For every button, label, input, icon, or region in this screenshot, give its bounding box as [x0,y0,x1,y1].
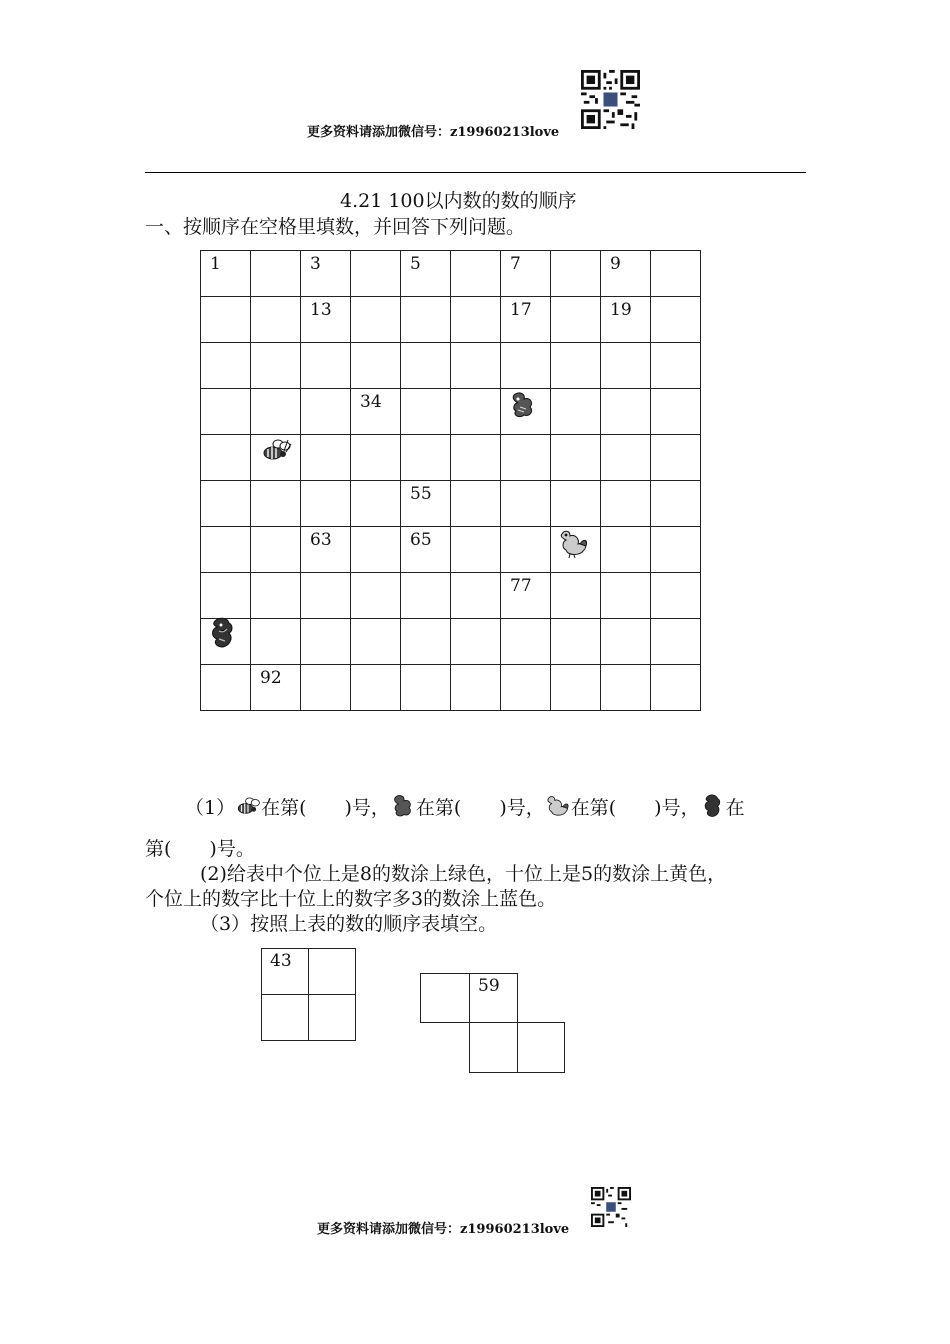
grid-cell[interactable] [551,573,601,619]
grid-cell[interactable] [501,527,551,573]
grid-cell[interactable] [651,573,701,619]
question-2-line-2: 个位上的数字比十位上的数字多3的数涂上蓝色。 [145,888,557,910]
grid-cell[interactable] [551,251,601,297]
grid-cell[interactable] [551,389,601,435]
grid-cell-value: 63 [310,530,332,550]
grid-cell-value: 7 [510,254,521,274]
grid-cell-value: 17 [510,300,532,320]
grid-cell[interactable] [651,481,701,527]
grid-cell[interactable] [351,389,401,435]
grid-cell[interactable] [351,527,401,573]
qr-code-icon [591,1187,631,1227]
answer-blank-squirrel[interactable]: 在第( )号， [415,797,545,819]
grid-cell[interactable] [301,481,351,527]
grid-cell[interactable] [301,527,351,573]
fill-start-value: 59 [478,976,500,996]
grid-row [201,251,701,297]
page-title: 4.21 100以内数的数的顺序 [340,190,577,212]
fill-start-value: 43 [270,951,292,971]
grid-cell[interactable] [351,435,401,481]
number-grid [200,250,701,711]
grid-cell[interactable] [501,481,551,527]
grid-cell[interactable] [251,481,301,527]
grid-cell[interactable] [201,665,251,711]
grid-cell[interactable] [501,435,551,481]
grid-cell-value: 34 [360,392,382,412]
grid-cell[interactable] [351,481,401,527]
grid-cell[interactable] [251,527,301,573]
grid-cell[interactable] [351,297,401,343]
question-1-trailing: 在 [725,797,745,819]
grid-row [201,573,701,619]
grid-cell[interactable] [651,665,701,711]
rooster-icon [545,794,571,818]
grid-cell[interactable] [601,527,651,573]
grid-cell[interactable] [601,573,651,619]
grid-cell[interactable] [651,343,701,389]
fill-block-43 [261,948,356,1041]
grid-cell[interactable] [601,343,651,389]
grid-cell[interactable] [501,573,551,619]
fill-cell[interactable] [309,949,356,995]
grid-cell[interactable] [351,343,401,389]
grid-cell-value: 55 [410,484,432,504]
grid-row [201,343,701,389]
grid-row [201,481,701,527]
squirrel-icon [508,391,538,419]
grid-cell[interactable] [301,389,351,435]
grid-cell[interactable] [201,251,251,297]
question-2-line-1: (2)给表中个位上是8的数涂上绿色，十位上是5的数涂上黄色， [200,863,727,885]
grid-cell[interactable] [201,343,251,389]
grid-cell[interactable] [251,389,301,435]
grid-cell[interactable] [451,251,501,297]
grid-cell[interactable] [651,297,701,343]
grid-cell[interactable] [451,435,501,481]
grid-cell[interactable] [401,297,451,343]
answer-blank-bee[interactable]: 在第( )号， [261,797,390,819]
dog-icon [209,617,237,649]
grid-cell[interactable] [251,619,301,665]
grid-cell[interactable] [401,251,451,297]
grid-cell[interactable] [401,435,451,481]
grid-row [201,665,701,711]
grid-cell[interactable] [251,573,301,619]
grid-cell[interactable] [451,343,501,389]
grid-cell-value: 1 [210,254,221,274]
fill-cell[interactable] [469,973,518,1023]
grid-cell[interactable] [501,665,551,711]
dog-icon [700,794,726,818]
grid-cell[interactable] [551,343,601,389]
grid-cell[interactable] [301,435,351,481]
fill-cell[interactable] [420,973,470,1023]
grid-cell[interactable] [451,297,501,343]
grid-cell-value: 19 [610,300,632,320]
grid-cell[interactable] [601,435,651,481]
grid-cell[interactable] [451,527,501,573]
grid-cell[interactable] [301,665,351,711]
header-contact-text: 更多资料请添加微信号：z19960213love [307,125,560,140]
grid-cell[interactable] [451,665,501,711]
grid-cell-value: 13 [310,300,332,320]
grid-cell[interactable] [501,251,551,297]
question-3: （3）按照上表的数的顺序表填空。 [200,913,498,935]
grid-row [201,527,701,573]
grid-cell[interactable] [351,619,401,665]
grid-cell-value: 77 [510,576,532,596]
grid-cell[interactable] [651,527,701,573]
grid-cell[interactable] [501,297,551,343]
header-divider [145,172,806,173]
grid-cell[interactable] [651,435,701,481]
grid-cell[interactable] [601,251,651,297]
grid-row [201,619,701,665]
grid-cell[interactable] [451,573,501,619]
bee-icon [235,794,261,818]
answer-blank-dog[interactable]: 第( )号。 [145,838,255,860]
grid-cell[interactable] [301,343,351,389]
footer-contact-text: 更多资料请添加微信号：z19960213love [317,1222,570,1237]
fill-cell[interactable] [262,949,309,995]
grid-cell-value: 92 [260,668,282,688]
answer-blank-rooster[interactable]: 在第( )号， [570,797,700,819]
grid-cell[interactable] [401,343,451,389]
grid-row [201,389,701,435]
grid-cell[interactable] [501,619,551,665]
grid-cell[interactable] [201,389,251,435]
grid-cell[interactable] [401,527,451,573]
fill-cell[interactable] [309,995,356,1041]
grid-cell[interactable] [201,297,251,343]
grid-cell[interactable] [301,619,351,665]
grid-cell[interactable] [351,573,401,619]
grid-cell[interactable] [651,389,701,435]
grid-row [201,297,701,343]
grid-cell-value: 3 [310,254,321,274]
fill-cell[interactable] [262,995,309,1041]
fill-cell[interactable] [469,1022,518,1073]
grid-cell[interactable] [551,297,601,343]
grid-cell[interactable] [551,435,601,481]
grid-cell[interactable] [451,389,501,435]
grid-cell[interactable] [601,389,651,435]
grid-cell[interactable] [201,573,251,619]
grid-cell[interactable] [601,481,651,527]
grid-cell[interactable] [601,665,651,711]
grid-cell[interactable] [401,389,451,435]
grid-cell[interactable] [601,619,651,665]
grid-cell[interactable] [301,251,351,297]
grid-cell[interactable] [201,435,251,481]
grid-cell[interactable] [401,481,451,527]
question-1-number: （1） [185,797,236,819]
grid-cell[interactable] [251,665,301,711]
grid-cell[interactable] [451,619,501,665]
grid-cell[interactable] [451,481,501,527]
grid-cell[interactable] [401,665,451,711]
grid-cell[interactable] [651,619,701,665]
grid-cell-value: 9 [610,254,621,274]
grid-cell[interactable] [251,251,301,297]
grid-cell-value: 65 [410,530,432,550]
grid-cell[interactable] [251,297,301,343]
grid-cell[interactable] [501,343,551,389]
grid-cell[interactable] [551,481,601,527]
grid-cell[interactable] [351,251,401,297]
squirrel-icon [390,794,416,818]
bee-icon [260,436,292,464]
grid-cell[interactable] [401,619,451,665]
qr-code-icon [581,70,640,129]
grid-cell[interactable] [301,573,351,619]
grid-cell[interactable] [251,343,301,389]
rooster-icon [558,528,590,558]
grid-cell[interactable] [551,619,601,665]
grid-cell[interactable] [201,527,251,573]
grid-cell-value: 5 [410,254,421,274]
section-heading: 一、按顺序在空格里填数，并回答下列问题。 [145,216,526,238]
grid-cell[interactable] [651,251,701,297]
grid-cell[interactable] [551,665,601,711]
grid-cell[interactable] [601,297,651,343]
grid-cell[interactable] [301,297,351,343]
fill-cell[interactable] [517,1022,565,1073]
grid-cell[interactable] [201,481,251,527]
grid-cell[interactable] [401,573,451,619]
grid-cell[interactable] [351,665,401,711]
question-1-line-1 [185,793,745,820]
